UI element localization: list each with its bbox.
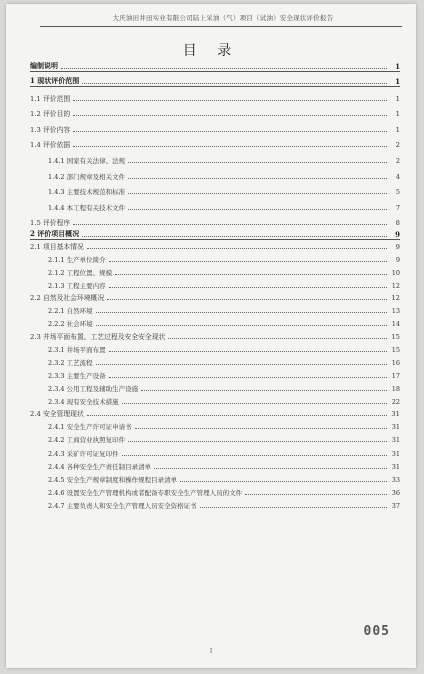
toc-leader-dots <box>73 146 387 147</box>
toc-entry-label: 2.1.3 工程主要内容 <box>48 282 106 290</box>
toc-entry[interactable] <box>30 290 400 302</box>
toc-entry-label: 2.2.1 自然环境 <box>48 307 93 316</box>
header-rule <box>40 26 402 27</box>
toc-entry[interactable] <box>30 87 400 103</box>
toc-entry-label: 2.3.2 工艺流程 <box>48 358 93 367</box>
table-of-contents <box>30 62 400 510</box>
toc-entry-label: 2.4.6 设置安全生产管理机构或者配备专职安全生产管理人员的文件 <box>48 488 243 497</box>
toc-entry-page: 8 <box>395 219 400 228</box>
toc-entry-label: 2.4.1 安全生产许可证申请书 <box>48 423 132 432</box>
toc-entry[interactable] <box>30 315 400 328</box>
toc-entry[interactable] <box>30 149 400 165</box>
toc-leader-dots <box>87 248 387 249</box>
toc-entry-label: 1.2 评价目的 <box>30 110 71 119</box>
toc-entry-page: 2 <box>395 156 400 165</box>
toc-leader-dots <box>109 377 387 378</box>
toc-entry-page: 31 <box>391 449 400 458</box>
toc-entry-label: 1.3 评价内容 <box>30 125 71 134</box>
toc-entry[interactable] <box>30 484 400 497</box>
toc-entry[interactable] <box>30 458 400 471</box>
toc-entry-page: 1 <box>395 94 400 103</box>
toc-entry-label: 1.4.3 主要技术规范和标准 <box>48 188 126 197</box>
toc-entry[interactable] <box>30 354 400 367</box>
toc-leader-dots <box>115 274 387 275</box>
toc-entry[interactable] <box>30 380 400 393</box>
toc-entry-label: 2.3.1 井场平面布置 <box>48 345 106 354</box>
toc-entry-label: 2.3.4 现有安全技术措施 <box>48 398 119 407</box>
toc-leader-dots <box>135 428 387 429</box>
toc-entry-label: 2.3 井场平面布置、工艺过程及安全安全现状 <box>30 332 166 341</box>
toc-entry-label: 1.4 评价依据 <box>30 141 71 150</box>
toc-entry-label: 1 现状评价范围 <box>30 76 80 85</box>
toc-entry-label: 1.4.1 国家有关法律、法规 <box>48 156 126 165</box>
toc-entry-page: 1 <box>395 77 400 86</box>
toc-entry-page: 4 <box>395 172 400 181</box>
toc-entry[interactable] <box>30 497 400 510</box>
toc-leader-dots <box>61 68 387 69</box>
toc-leader-dots <box>107 299 387 300</box>
toc-entry[interactable] <box>30 444 400 457</box>
toc-entry-label: 1.4.2 部门规章及相关文件 <box>48 172 126 181</box>
toc-entry-label: 2.4.3 采矿许可证复印件 <box>48 449 119 458</box>
toc-entry-page: 5 <box>395 188 400 197</box>
toc-entry-page: 31 <box>391 410 400 419</box>
toc-entry-page: 31 <box>391 436 400 445</box>
toc-entry[interactable] <box>30 264 400 277</box>
toc-entry-page: 15 <box>391 345 400 354</box>
toc-entry-label: 2.1.2 工程位置、规模 <box>48 268 113 277</box>
toc-entry-page: 9 <box>395 255 400 264</box>
toc-leader-dots <box>128 162 387 163</box>
toc-leader-dots <box>154 468 387 469</box>
toc-leader-dots <box>128 178 387 179</box>
toc-entry-page: 2 <box>395 141 400 150</box>
toc-entry-page: 12 <box>391 294 400 303</box>
toc-entry-page: 33 <box>391 475 400 484</box>
toc-entry-page: 37 <box>391 501 400 510</box>
toc-title: 目 录 <box>182 43 240 59</box>
toc-leader-dots <box>200 507 387 508</box>
toc-leader-dots <box>128 209 387 210</box>
toc-entry[interactable] <box>30 212 400 228</box>
toc-entry-label: 2.3.3 主要生产设备 <box>48 371 106 380</box>
toc-entry-page: 13 <box>391 307 400 316</box>
toc-leader-dots <box>122 403 387 404</box>
toc-entry-label: 1.1 评价范围 <box>30 94 71 103</box>
toc-entry-page: 7 <box>395 203 400 212</box>
toc-entry-label: 编制说明 <box>30 61 58 70</box>
toc-leader-dots <box>82 83 387 84</box>
toc-entry-page: 1 <box>395 62 400 71</box>
toc-entry-label: 2.1.1 生产单位简介 <box>48 255 106 264</box>
toc-entry-label: 2.3.4 公用工程及辅助生产设施 <box>48 384 139 393</box>
document-page <box>6 4 416 668</box>
toc-entry-page: 15 <box>391 332 400 341</box>
toc-entry[interactable] <box>30 62 400 72</box>
toc-leader-dots <box>109 287 387 288</box>
toc-entry-page: 1 <box>395 125 400 134</box>
toc-entry[interactable] <box>30 341 400 354</box>
page-stamp: 005 <box>363 624 390 639</box>
toc-entry[interactable] <box>30 406 400 418</box>
toc-entry[interactable] <box>30 367 400 380</box>
toc-entry-label: 2.4.5 安全生产规章制度和操作规程目录清单 <box>48 475 178 484</box>
toc-leader-dots <box>109 351 387 352</box>
running-header: 大庆油田井田实业有限公司陆上采油（气）项目（试油）安全现状评价报告 <box>112 14 334 22</box>
footer-page-number: I <box>209 648 213 655</box>
toc-entry-label: 2.2.2 社会环境 <box>48 320 93 329</box>
toc-entry-label: 2 评价项目概况 <box>30 228 80 238</box>
toc-entry[interactable] <box>30 418 400 431</box>
toc-entry[interactable] <box>30 103 400 119</box>
toc-entry-page: 36 <box>391 488 400 497</box>
toc-entry-page: 17 <box>391 371 400 380</box>
toc-entry-label: 2.2 自然及社会环境概况 <box>30 294 105 303</box>
toc-leader-dots <box>96 364 387 365</box>
toc-leader-dots <box>73 115 387 116</box>
toc-entry-page: 1 <box>395 110 400 119</box>
toc-leader-dots <box>82 236 387 237</box>
toc-leader-dots <box>168 338 387 339</box>
toc-entry-page: 18 <box>391 384 400 393</box>
toc-entry-page: 22 <box>391 398 400 407</box>
toc-entry[interactable] <box>30 240 400 251</box>
toc-leader-dots <box>141 390 387 391</box>
toc-entry[interactable] <box>30 277 400 290</box>
toc-leader-dots <box>87 415 387 416</box>
toc-entry-label: 1.4.4 本工程有关技术文件 <box>48 203 126 212</box>
toc-entry-page: 9 <box>395 229 400 239</box>
toc-leader-dots <box>96 312 387 313</box>
toc-leader-dots <box>73 131 387 132</box>
toc-entry[interactable] <box>30 72 400 87</box>
toc-leader-dots <box>180 481 387 482</box>
toc-leader-dots <box>96 325 387 326</box>
toc-entry[interactable] <box>30 251 400 264</box>
toc-entry[interactable] <box>30 196 400 212</box>
toc-leader-dots <box>122 455 387 456</box>
toc-leader-dots <box>109 261 387 262</box>
toc-entry-page: 9 <box>395 242 400 251</box>
toc-leader-dots <box>128 193 387 194</box>
toc-entry[interactable] <box>30 302 400 315</box>
toc-entry[interactable] <box>30 181 400 197</box>
toc-entry-label: 1.5 评价程序 <box>30 219 71 228</box>
toc-leader-dots <box>128 441 387 442</box>
toc-entry[interactable] <box>30 471 400 484</box>
toc-entry[interactable] <box>30 431 400 444</box>
toc-entry-label: 2.4.7 主要负责人和安全生产管理人员安全资格证书 <box>48 501 197 510</box>
toc-entry[interactable] <box>30 328 400 340</box>
toc-entry-page: 16 <box>391 358 400 367</box>
toc-leader-dots <box>73 100 387 101</box>
toc-entry-label: 2.1 项目基本情况 <box>30 242 84 251</box>
toc-leader-dots <box>245 494 387 495</box>
toc-entry-page: 31 <box>391 462 400 471</box>
toc-entry-label: 2.4 安全管理现状 <box>30 410 84 419</box>
toc-entry-page: 12 <box>391 282 400 290</box>
toc-entry-label: 2.4.4 各种安全生产责任制目录清单 <box>48 462 152 471</box>
toc-entry-page: 14 <box>391 320 400 329</box>
toc-entry[interactable] <box>30 393 400 406</box>
toc-entry[interactable] <box>30 118 400 134</box>
toc-entry-page: 10 <box>391 268 400 277</box>
toc-entry[interactable] <box>30 134 400 150</box>
toc-entry[interactable] <box>30 165 400 181</box>
toc-entry[interactable] <box>30 227 400 239</box>
toc-entry-page: 31 <box>391 423 400 432</box>
toc-leader-dots <box>73 224 387 225</box>
toc-entry-label: 2.4.2 工商营业执照复印件 <box>48 436 126 445</box>
